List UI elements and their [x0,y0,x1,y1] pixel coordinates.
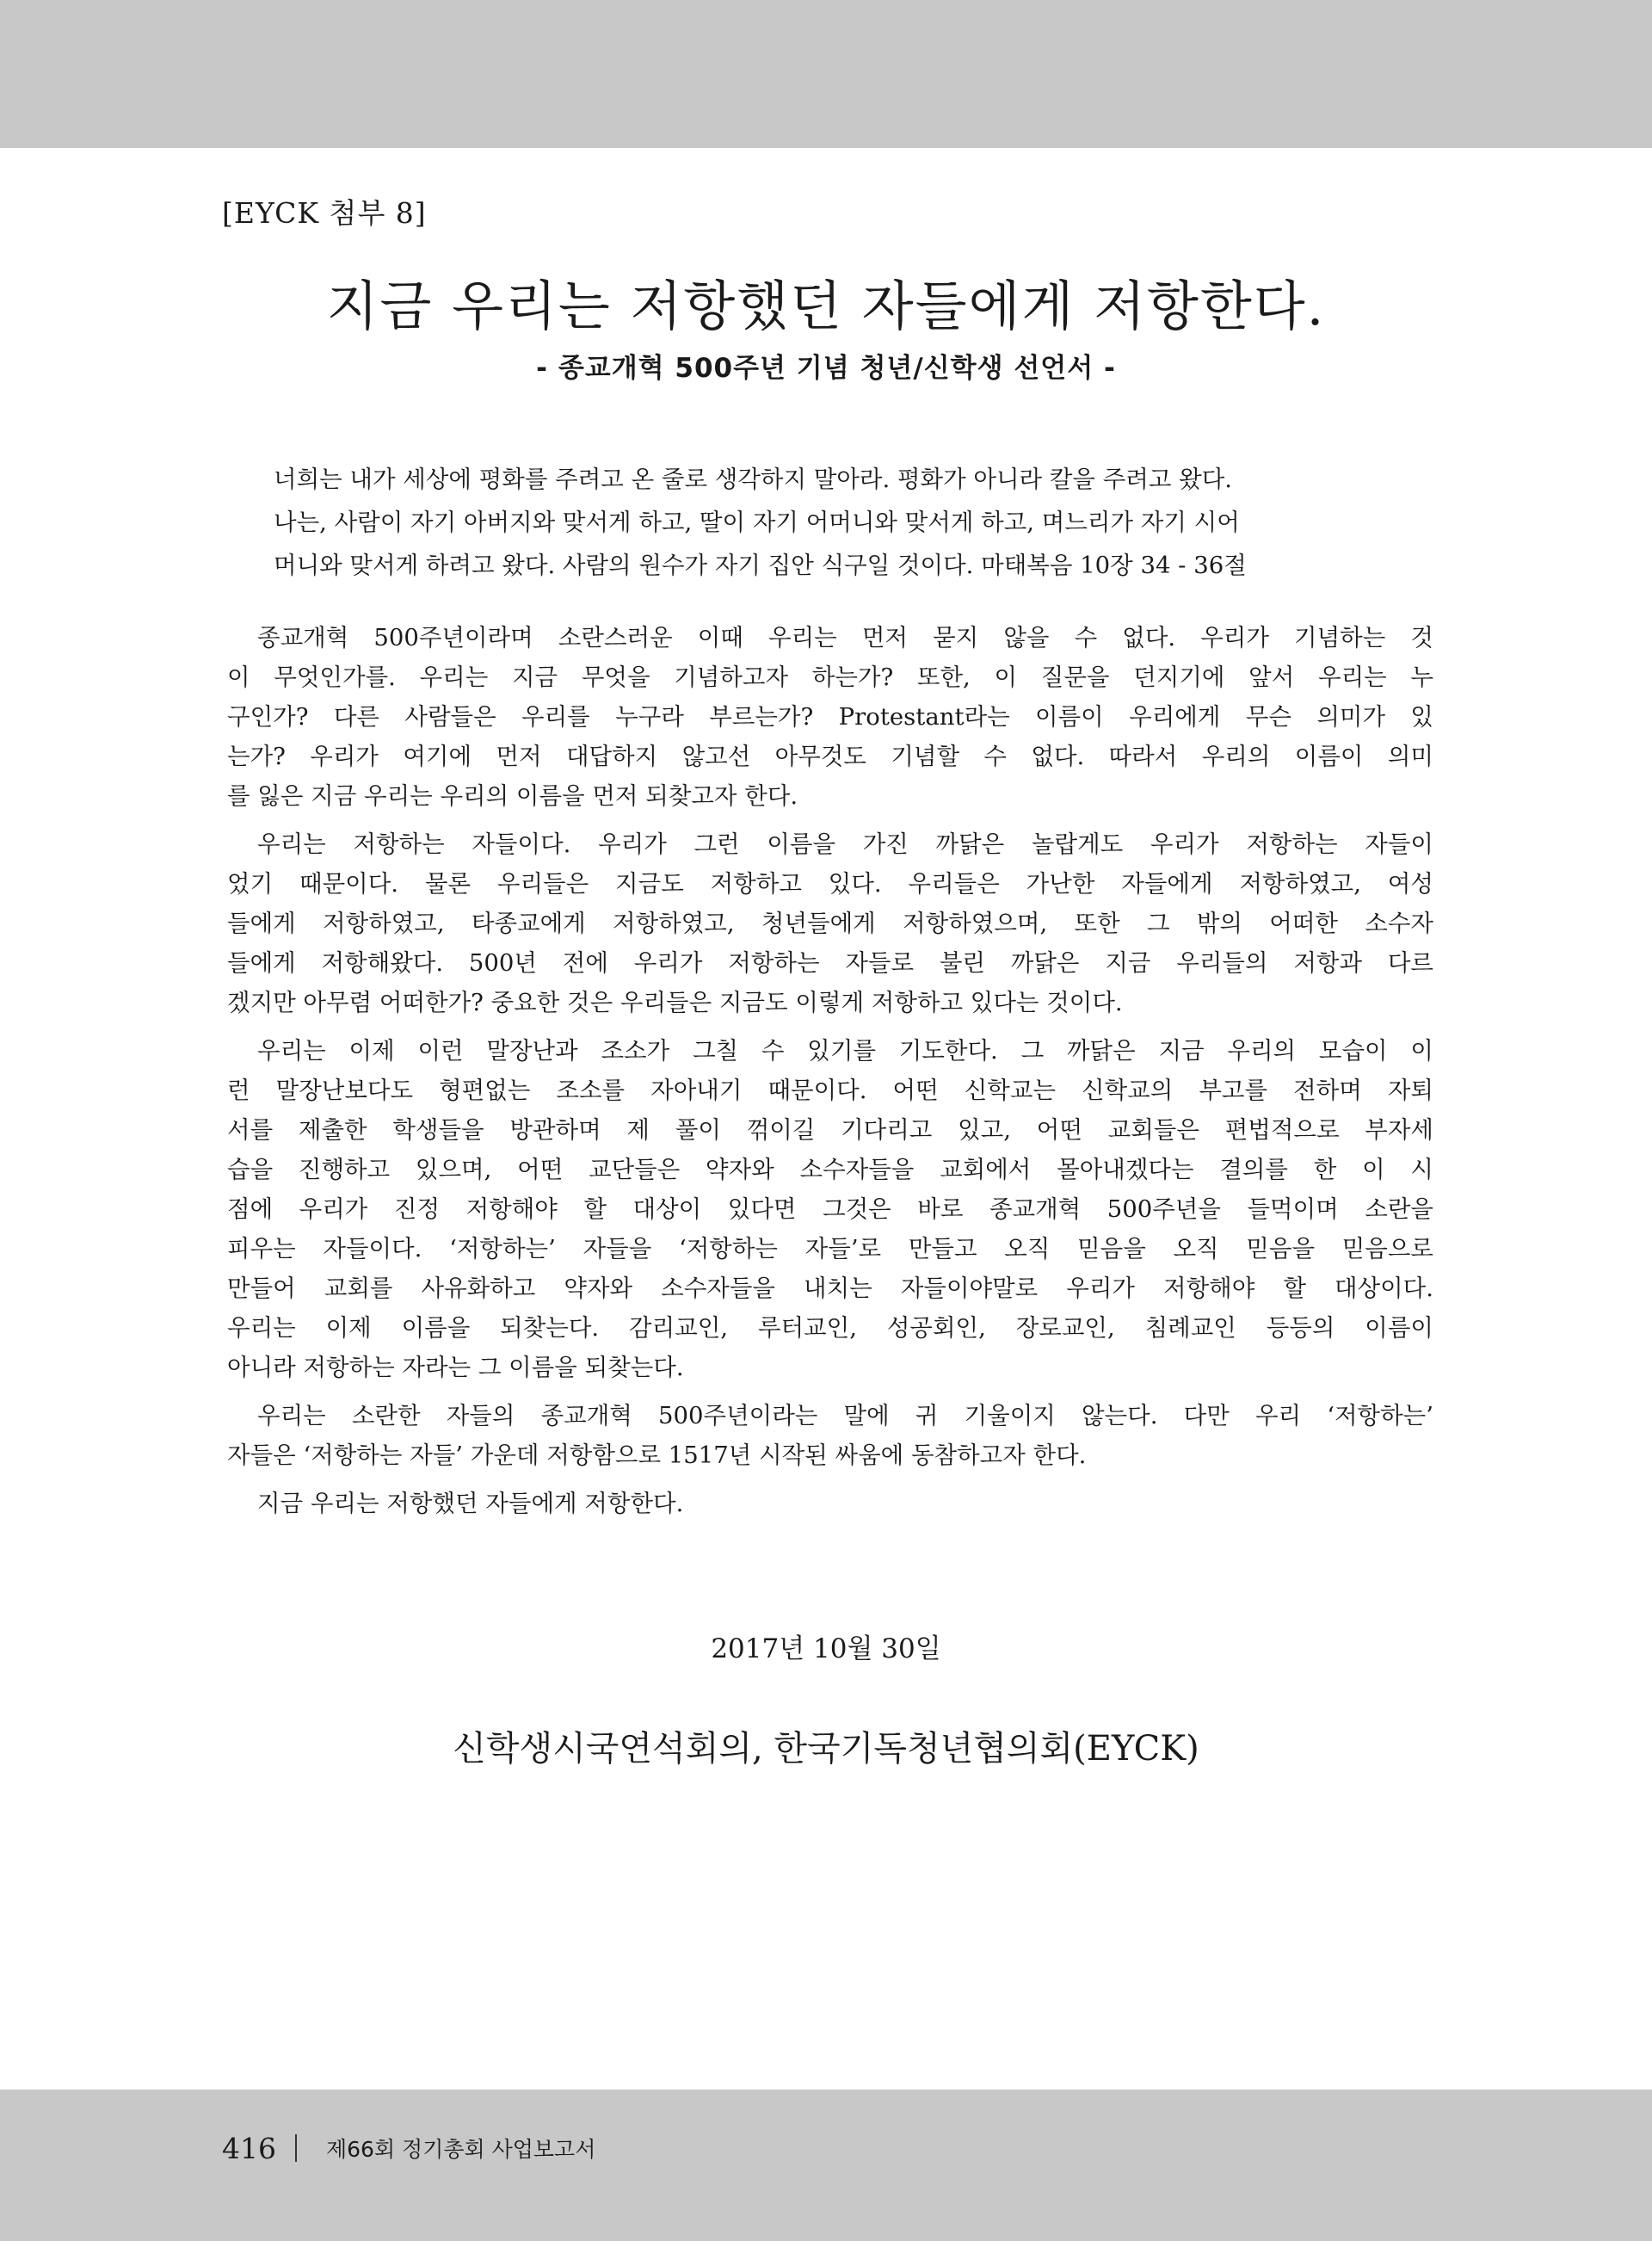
epigraph-line: 나는, 사람이 자기 아버지와 맞서게 하고, 딸이 자기 어머니와 맞서게 하고, 며느리가 자기 시어 [274,509,1240,536]
epigraph-line: 머니와 맞서게 하려고 왔다. 사람의 원수가 자기 집안 식구일 것이다. 마태복음 10장 34 - 36절 [274,552,1247,579]
page-footer [222,2131,595,2165]
paragraph-line: 아니라 저항하는 자라는 그 이름을 되찾는다. [227,1354,684,1381]
epigraph-line: 너희는 내가 세상에 평화를 주려고 온 줄로 생각하지 말아라. 평화가 아니라 칼을 주려고 왔다. [274,466,1233,493]
declaration-date: 2017년 10월 30일 [711,1633,941,1664]
paragraph-line: 종교개혁 500주년이라며 소란스러운 이때 우리는 먼저 묻지 않을 수 없다. 우리가 기념하는 것 [257,624,1433,651]
attachment-label: [EYCK 첨부 8] [222,196,427,230]
footer-band [0,2090,1652,2241]
paragraph-line: 습을 진행하고 있으며, 어떤 교단들은 약자와 소수자들을 교회에서 몰아내겠다는 결의를 한 이 시 [227,1156,1433,1183]
paragraph [227,618,1433,816]
paragraph-line: 우리는 이제 이름을 되찾는다. 감리교인, 루터교인, 성공회인, 장로교인, 침례교인 등등의 이름이 [227,1314,1433,1342]
paragraph [227,824,1433,1022]
paragraph-line: 구인가? 다른 사람들은 우리를 누구라 부르는가? Protestant라는 이름이 우리에게 무슨 의미가 있 [227,703,1433,731]
signatories: 신학생시국연석회의, 한국기독청년협의회(EYCK) [453,1729,1199,1769]
paragraph-line: 런 말장난보다도 형편없는 조소를 자아내기 때문이다. 어떤 신학교는 신학교의 부고를 전하며 자퇴 [227,1077,1433,1104]
page-number: 416 [222,2131,276,2165]
footer-divider [295,2134,297,2162]
paragraph-line: 우리는 저항하는 자들이다. 우리가 그런 이름을 가진 까닭은 놀랍게도 우리가 저항하는 자들이 [257,830,1433,858]
paragraph-line: 자들은 ‘저항하는 자들’ 가운데 저항함으로 1517년 시작된 싸움에 동참하고자 한다. [227,1442,1087,1469]
paragraph-line: 들에게 저항해왔다. 500년 전에 우리가 저항하는 자들로 불린 까닭은 지금 우리들의 저항과 다르 [227,949,1433,977]
paragraph-line: 들에게 저항하였고, 타종교에게 저항하였고, 청년들에게 저항하였으며, 또한 그 밖의 어떠한 소수자 [227,910,1433,937]
paragraph-line: 피우는 자들이다. ‘저항하는’ 자들을 ‘저항하는 자들’로 만들고 오직 믿음을 오직 믿음을 믿음으로 [227,1235,1433,1262]
paragraph-line: 만들어 교회를 사유화하고 약자와 소수자들을 내치는 자들이야말로 우리가 저항해야 할 대상이다. [227,1275,1433,1302]
paragraph-line: 었기 때문이다. 물론 우리들은 지금도 저항하고 있다. 우리들은 가난한 자들에게 저항하였고, 여성 [227,870,1433,898]
header-band [0,0,1652,148]
paragraph-line: 우리는 이제 이런 말장난과 조소가 그칠 수 있기를 기도한다. 그 까닭은 지금 우리의 모습이 이 [257,1037,1433,1065]
document-title: 지금 우리는 저항했던 자들에게 저항한다. [326,275,1326,337]
paragraph [227,1484,1433,1523]
paragraph-line: 는가? 우리가 여기에 먼저 대답하지 않고선 아무것도 기념할 수 없다. 따라서 우리의 이름이 의미 [227,743,1433,770]
paragraph-line: 지금 우리는 저항했던 자들에게 저항한다. [257,1490,684,1517]
report-name: 제66회 정기총회 사업보고서 [326,2137,596,2162]
paragraph [227,1031,1433,1387]
paragraph-line: 이 무엇인가를. 우리는 지금 무엇을 기념하고자 하는가? 또한, 이 질문을 던지기에 앞서 우리는 누 [227,664,1433,691]
paragraph-line: 겠지만 아무렴 어떠한가? 중요한 것은 우리들은 지금도 이렇게 저항하고 있다는 것이다. [227,989,1123,1016]
document-subtitle: - 종교개혁 500주년 기념 청년/신학생 선언서 - [536,353,1116,384]
paragraph-line: 점에 우리가 진정 저항해야 할 대상이 있다면 그것은 바로 종교개혁 500주년을 들먹이며 소란을 [227,1195,1433,1223]
epigraph-quote [274,458,1392,587]
paragraph [227,1396,1433,1475]
paragraph-line: 우리는 소란한 자들의 종교개혁 500주년이라는 말에 귀 기울이지 않는다. 다만 우리 ‘저항하는’ [257,1402,1433,1429]
paragraph-line: 서를 제출한 학생들을 방관하며 제 풀이 꺾이길 기다리고 있고, 어떤 교회들은 편법적으로 부자세 [227,1116,1433,1144]
declaration-body [227,618,1433,1532]
paragraph-line: 를 잃은 지금 우리는 우리의 이름을 먼저 되찾고자 한다. [227,782,798,810]
